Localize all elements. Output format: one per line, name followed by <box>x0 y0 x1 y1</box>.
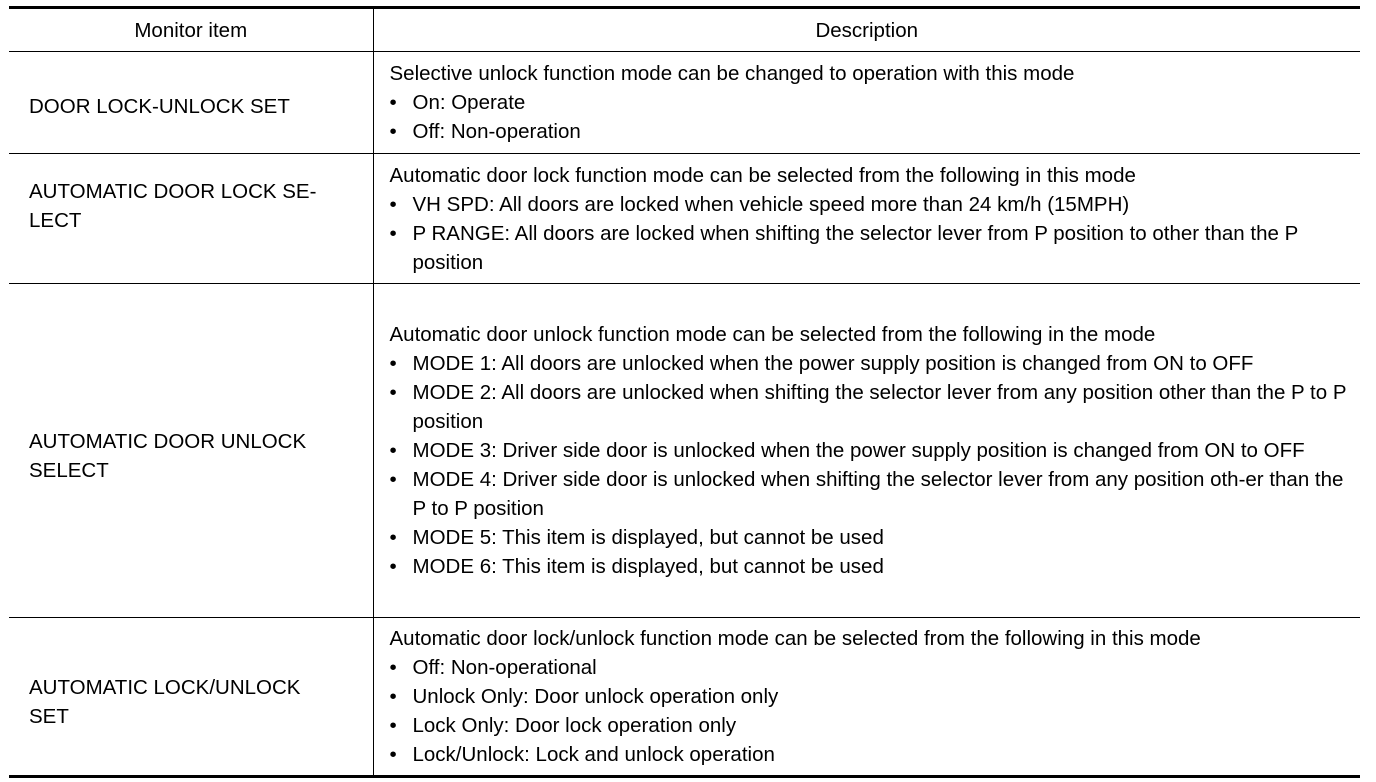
list-item: • Unlock Only: Door unlock operation only <box>390 682 1353 711</box>
table-row <box>9 618 1360 777</box>
header-monitor-item: Monitor item <box>9 8 373 52</box>
description-intro: Selective unlock function mode can be changed to operation with this mode <box>389 62 1075 85</box>
monitor-item-name: AUTOMATIC DOOR LOCK SE- LECT <box>29 179 317 232</box>
list-item: • MODE 6: This item is displayed, but cannot be used <box>390 552 1353 581</box>
list-item: • Lock/Unlock: Lock and unlock operation <box>390 740 1353 769</box>
monitor-item-cell <box>9 154 373 284</box>
list-item: • MODE 3: Driver side door is unlocked when the power supply position is changed from ON to OFF <box>390 436 1353 465</box>
list-item: • Off: Non-operational <box>390 653 1353 682</box>
table-row <box>9 154 1360 284</box>
description-bullet-list <box>390 88 1353 146</box>
monitor-items-table <box>9 6 1360 778</box>
monitor-item-name: DOOR LOCK-UNLOCK SET <box>29 95 290 118</box>
monitor-item-cell <box>9 284 373 618</box>
table-header-row <box>9 8 1360 52</box>
table-row <box>9 284 1360 618</box>
description-intro: Automatic door unlock function mode can be selected from the following in the mode <box>389 323 1156 346</box>
monitor-item-name: AUTOMATIC LOCK/UNLOCK SET <box>29 675 301 728</box>
description-intro: Automatic door lock function mode can be selected from the following in this mode <box>389 163 1136 187</box>
list-item: • MODE 1: All doors are unlocked when the power supply position is changed from ON to OFF <box>390 349 1353 378</box>
description-cell <box>373 284 1360 618</box>
description-cell <box>373 618 1360 777</box>
description-intro: Automatic door lock/unlock function mode can be selected from the following in this mode <box>389 627 1201 650</box>
list-item: • P RANGE: All doors are locked when shifting the selector lever from P position to other than the P position <box>390 219 1353 277</box>
list-item: • MODE 2: All doors are unlocked when shifting the selector lever from any position other than the P to P position <box>390 378 1353 436</box>
description-bullet-list <box>390 653 1353 769</box>
description-bullet-list <box>390 349 1353 581</box>
list-item: • Off: Non-operation <box>390 117 1353 146</box>
header-description: Description <box>373 8 1360 52</box>
list-item: • Lock Only: Door lock operation only <box>390 711 1353 740</box>
description-bullet-list <box>390 190 1353 277</box>
monitor-item-name: AUTOMATIC DOOR UNLOCK SELECT <box>29 429 307 482</box>
description-cell <box>373 52 1360 154</box>
list-item: • MODE 4: Driver side door is unlocked when shifting the selector lever from any position oth-er than the P to P position <box>390 465 1353 523</box>
list-item: • MODE 5: This item is displayed, but cannot be used <box>390 523 1353 552</box>
monitor-item-cell <box>9 52 373 154</box>
list-item: • VH SPD: All doors are locked when vehicle speed more than 24 km/h (15MPH) <box>390 190 1353 219</box>
list-item: • On: Operate <box>390 88 1353 117</box>
description-cell <box>373 154 1360 284</box>
table-row <box>9 52 1360 154</box>
monitor-item-cell <box>9 618 373 777</box>
